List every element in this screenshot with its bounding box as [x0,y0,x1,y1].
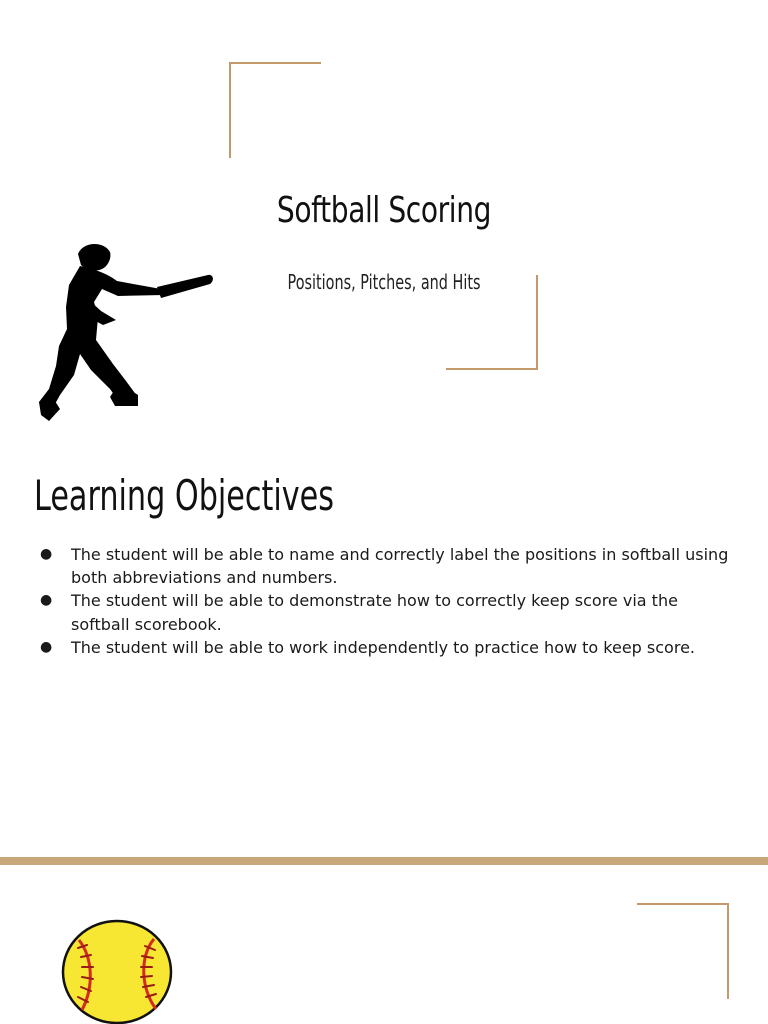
frame-corner-top-vertical [229,62,231,158]
frame-corner-top-horizontal [229,62,321,64]
softball-icon [60,919,174,1024]
slide-divider [0,857,768,865]
bullet-icon: ● [40,546,53,562]
bullet-icon: ● [40,638,53,655]
frame-corner-bottom-vertical [536,275,538,370]
objective-text: The student will be able to work independently to practice how to keep score. [71,637,695,657]
objective-item [40,589,740,635]
bullet-icon: ● [40,592,53,609]
objectives-list [40,543,740,659]
title-slide [0,0,768,433]
slide-subtitle: Positions, Pitches, and Hits [287,270,481,294]
frame-corner-bottom-horizontal [446,368,538,370]
objective-item [40,636,740,659]
objective-item [40,543,740,589]
next-slide-preview [0,865,768,1024]
frame-corner-top-vertical [727,903,729,999]
objective-text: The student will be able to demonstrate how to correctly keep score via the softball scorebook. [71,591,678,634]
objectives-heading: Learning Objectives [34,471,335,520]
objectives-slide [0,433,768,857]
slide-title: Softball Scoring [276,190,492,231]
objective-text: The student will be able to name and correctly label the positions in softball using both abbreviations and numbers. [71,545,729,588]
frame-corner-top-horizontal [637,903,729,905]
batter-silhouette-icon [38,238,216,422]
